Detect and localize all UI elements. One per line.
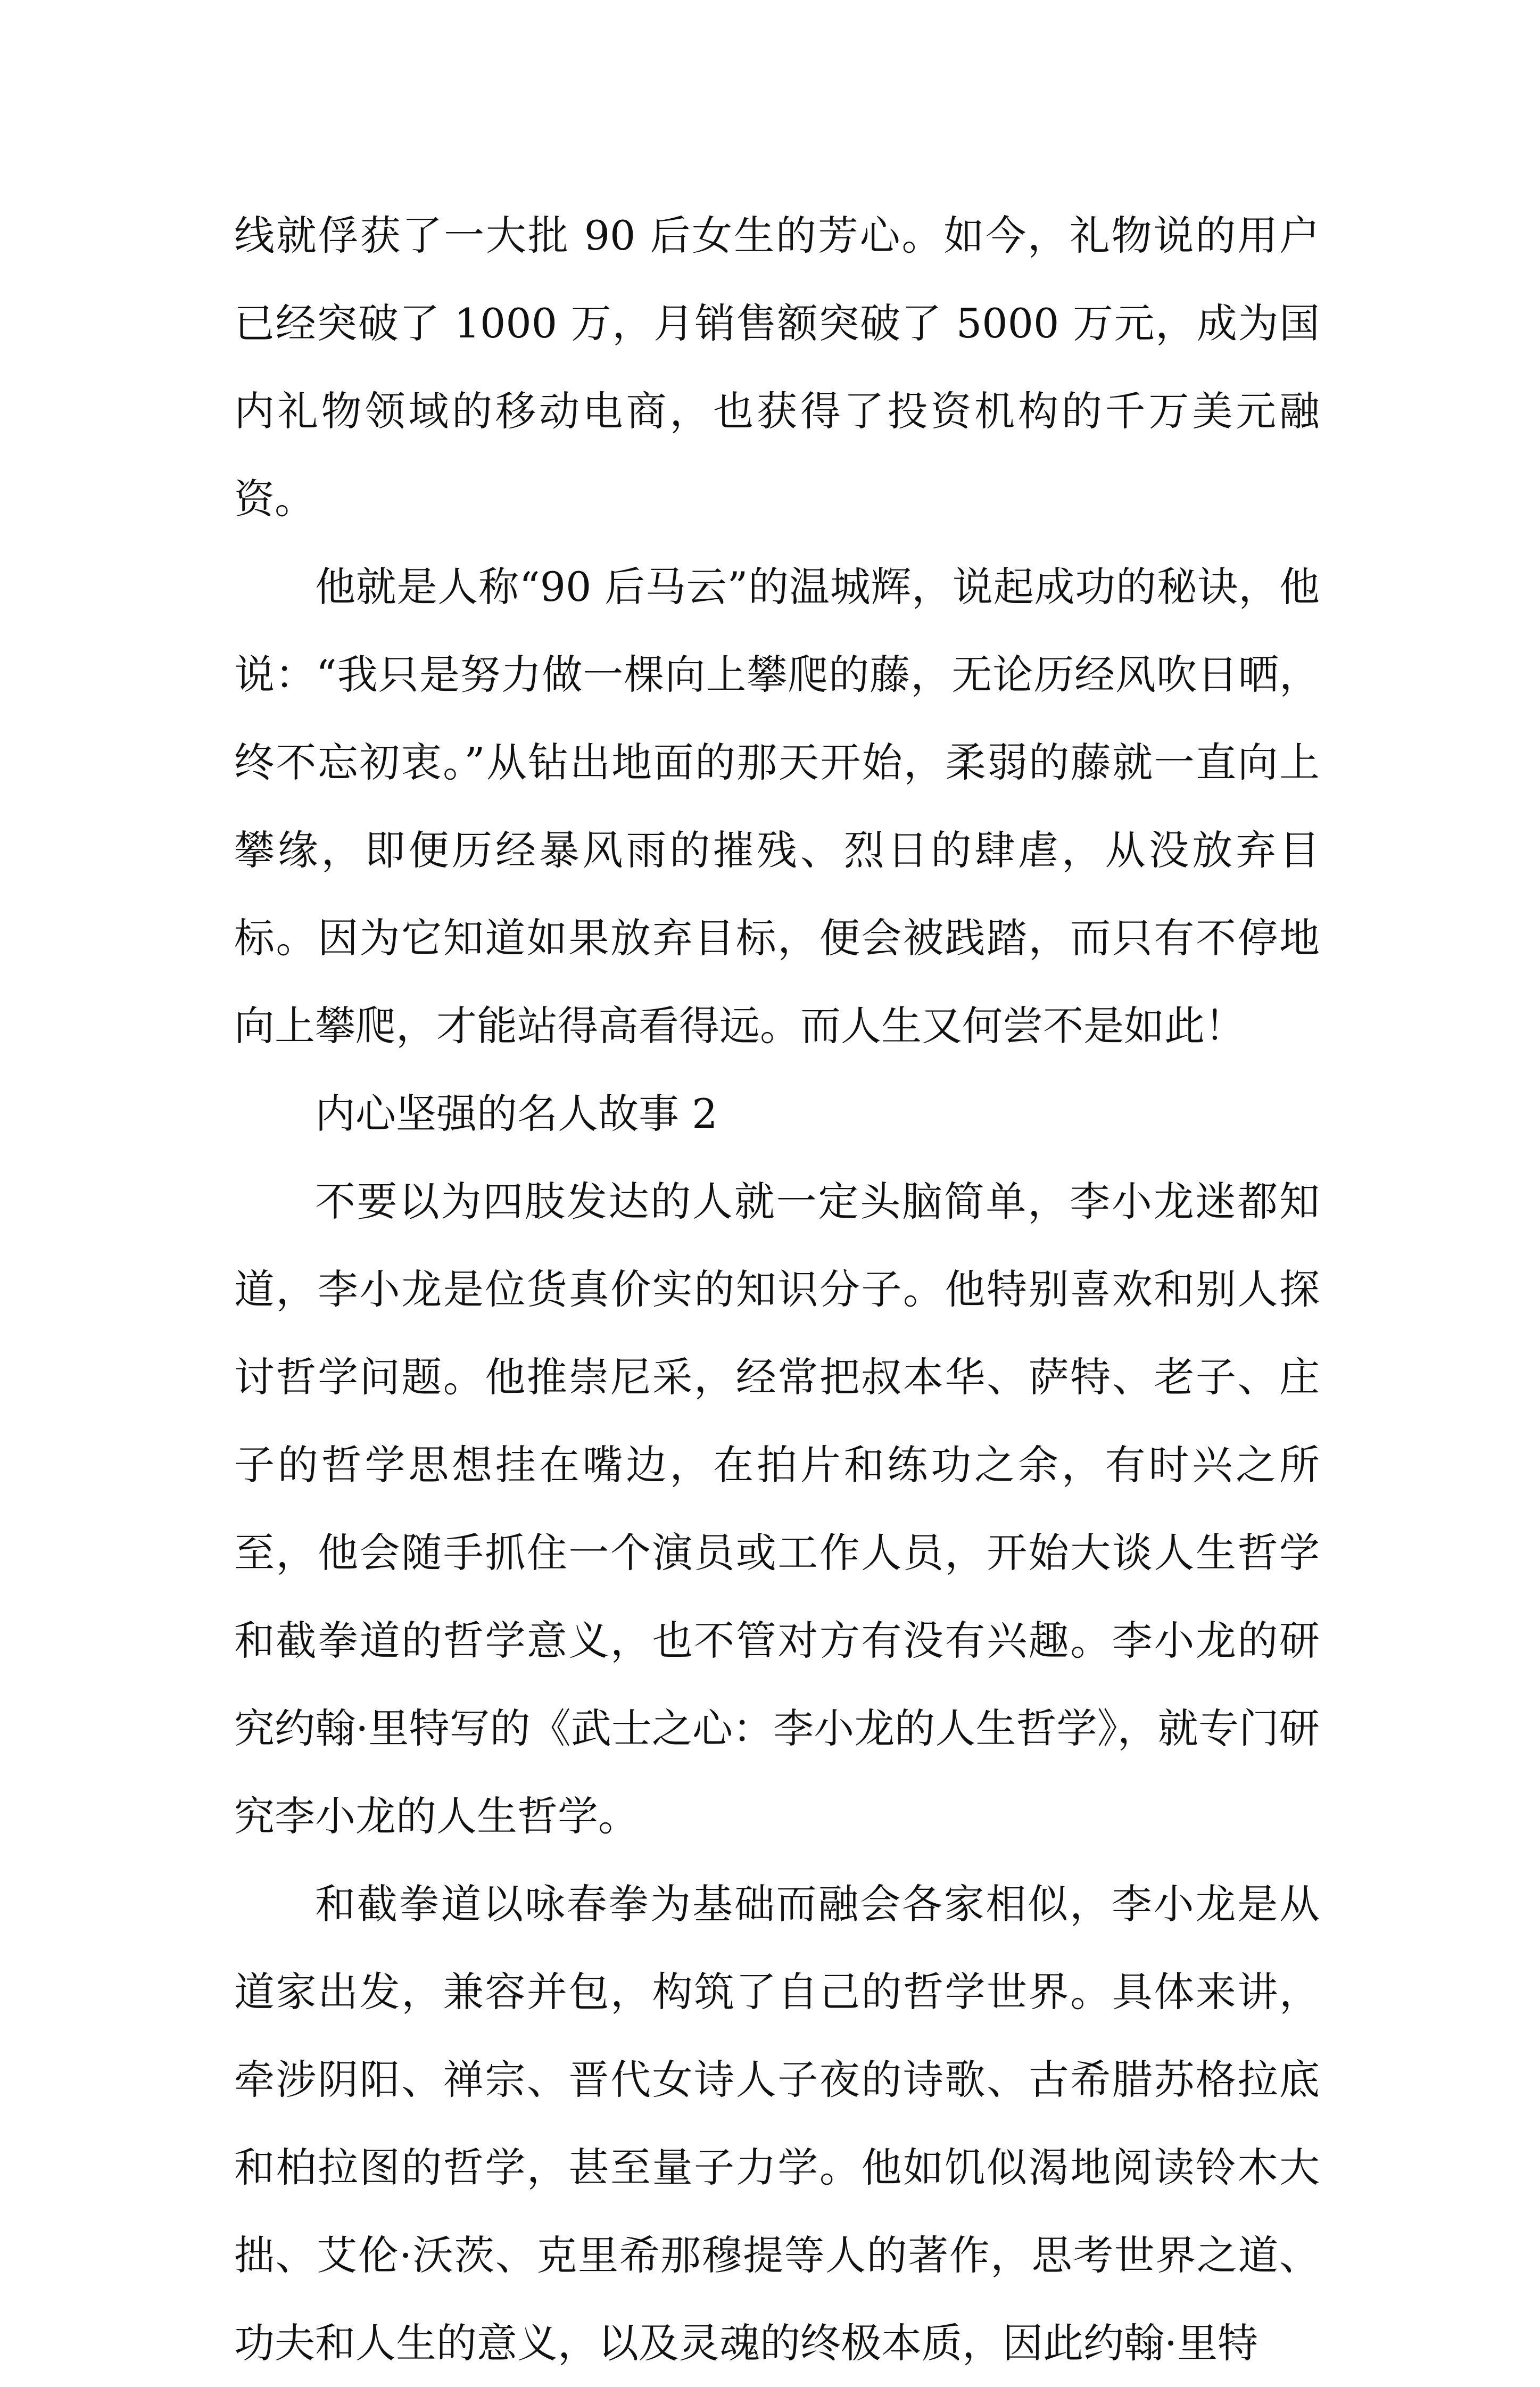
section-heading: 内心坚强的名人故事 2: [315, 1090, 718, 1137]
paragraph-bruce-lee-philosophy: 和截拳道以咏春拳为基础而融会各家相似，李小龙是从道家出发，兼容并包，构筑了自己的哲学世界。具体来讲，牵涉阴阳、禅宗、晋代女诗人子夜的诗歌、古希腊苏格拉底和柏拉图的哲学，甚至量子力学。他如饥似渴地阅读铃木大拙、艾伦·沃茨、克里希那穆提等人的著作，思考世界之道、功夫和人生的意义，以及灵魂的终极本质，因此约翰·里特: [234, 1880, 1320, 2367]
body-text: [234, 192, 1320, 2387]
paragraph-bruce-lee-intro: 不要以为四肢发达的人就一定头脑简单，李小龙迷都知道，李小龙是位货真价实的知识分子。他特别喜欢和别人探讨哲学问题。他推崇尼采，经常把叔本华、萨特、老子、庄子的哲学思想挂在嘴边，在拍片和练功之余，有时兴之所至，他会随手抓住一个演员或工作人员，开始大谈人生哲学和截拳道的哲学意义，也不管对方有没有兴趣。李小龙的研究约翰·里特写的《武士之心：李小龙的人生哲学》，就专门研究李小龙的人生哲学。: [234, 1178, 1320, 1840]
paragraph-wen-chenghui: 他就是人称“90 后马云”的温城辉，说起成功的秘诀，他说：“我只是努力做一棵向上攀爬的藤，无论历经风吹日晒，终不忘初衷。”从钻出地面的那天开始，柔弱的藤就一直向上攀缘，即便历经暴风雨的摧残、烈日的肆虐，从没放弃目标。因为它知道如果放弃目标，便会被践踏，而只有不停地向上攀爬，才能站得高看得远。而人生又何尝不是如此！: [234, 563, 1320, 1050]
paragraph-continuation: 线就俘获了一大批 90 后女生的芳心。如今，礼物说的用户已经突破了 1000 万，月销售额突破了 5000 万元，成为国内礼物领域的移动电商，也获得了投资机构的千万美元融资。: [234, 212, 1320, 523]
